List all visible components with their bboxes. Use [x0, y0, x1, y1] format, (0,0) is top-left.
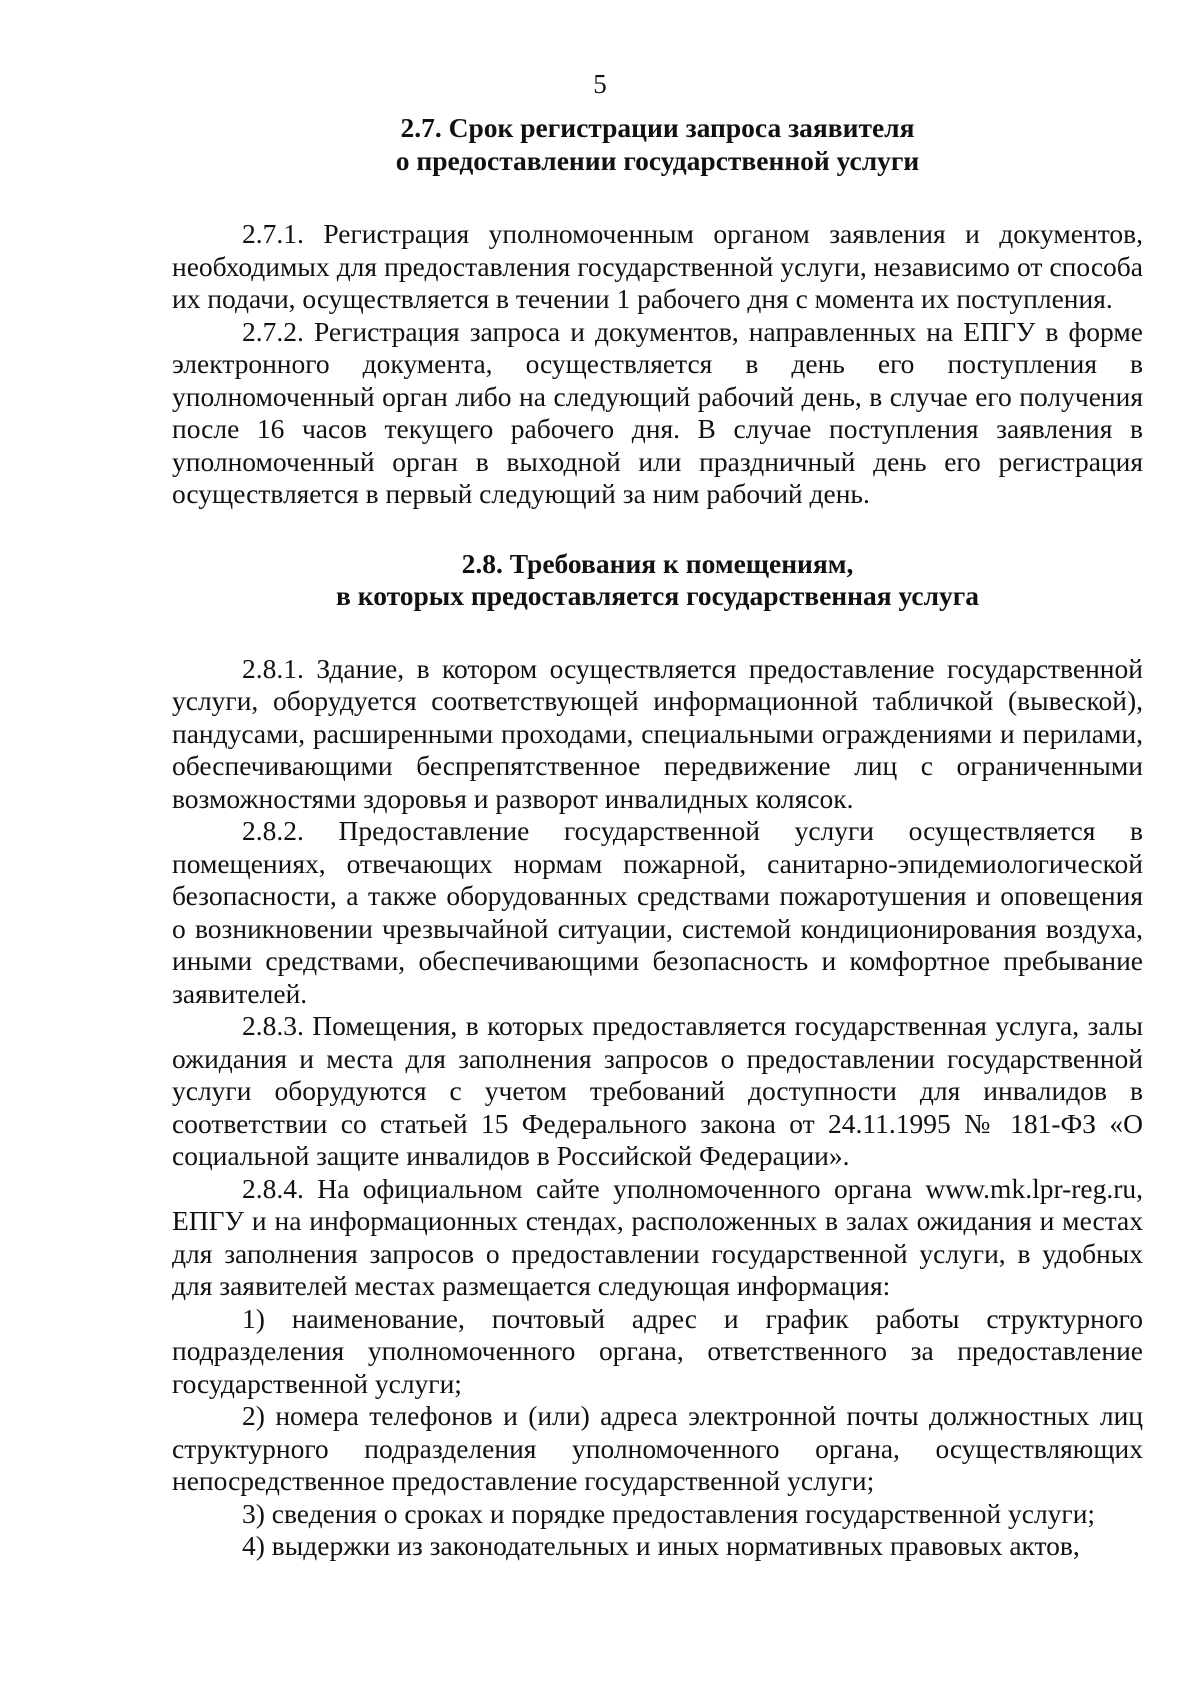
- section-2-8-title-line1: 2.8. Требования к помещениям,: [461, 547, 854, 579]
- section-2-8-title-line2: в которых предоставляется государственная услуга: [336, 580, 979, 611]
- section-2-7-title-line2: о предоставлении государственной услуги: [395, 144, 920, 176]
- paragraph-2-7-2: 2.7.2. Регистрация запроса и документов, направленных на ЕПГУ в форме электронного документа, осуществляется в день его поступления в уполномоченный орган либо на следующий рабочий день, в случае его получения после 16 часов текущего рабочего дня. В случае поступления заявления в уполномоченный орган в выходной или праздничный день его регистрация осуществляется в первый следующий за ним рабочий день.: [172, 315, 1143, 509]
- document-body: [172, 112, 1143, 1563]
- list-item-4: 4) выдержки из законодательных и иных нормативных правовых актов,: [242, 1530, 1080, 1561]
- section-2-7-title-line1: 2.7. Срок регистрации запроса заявителя: [400, 112, 915, 143]
- paragraph-2-8-1: 2.8.1. Здание, в котором осуществляется предоставление государственной услуги, оборудуется соответствующей информационной табличкой (вывеской), пандусами, расширенными проходами, специальными ограждениями и перилами, обеспечивающими беспрепятственное передвижение лиц с ограниченными возможностями здоровья и разворот инвалидных колясок.: [172, 652, 1143, 814]
- section-2-7-heading: [172, 112, 1143, 177]
- list-item-3: 3) сведения о сроках и порядке предоставления государственной услуги;: [242, 1497, 1096, 1529]
- paragraph-2-8-3: 2.8.3. Помещения, в которых предоставляется государственная услуга, залы ожидания и места для заполнения запросов о предоставлении государственной услуги оборудуются с учетом требований доступности для инвалидов в соответствии со статьей 15 Федерального закона от 24.11.1995 № 181-ФЗ «О социальной защите инвалидов в Российской Федерации».: [172, 1010, 1143, 1171]
- paragraph-2-8-2: 2.8.2. Предоставление государственной услуги осуществляется в помещениях, отвечающих нормам пожарной, санитарно-эпидемиологической безопасности, а также оборудованных средствами пожаротушения и оповещения о возникновении чрезвычайной ситуации, системой кондиционирования воздуха, иными средствами, обеспечивающими безопасность и комфортное пребывание заявителей.: [172, 815, 1143, 1009]
- paragraph-2-8-4: 2.8.4. На официальном сайте уполномоченного органа www.mk.lpr-reg.ru, ЕПГУ и на информационных стендах, расположенных в залах ожидания и местах для заполнения запросов о предоставлении государственной услуги, в удобных для заявителей местах размещается следующая информация:: [172, 1172, 1143, 1301]
- section-2-8-heading: [172, 548, 1143, 613]
- paragraph-2-7-1: 2.7.1. Регистрация уполномоченным органом заявления и документов, необходимых для предоставления государственной услуги, независимо от способа их подачи, осуществляется в течении 1 рабочего дня с момента их поступления.: [172, 218, 1143, 314]
- list-item-2: 2) номера телефонов и (или) адреса электронной почты должностных лиц структурного подразделения уполномоченного органа, осуществляющих непосредственное предоставление государственной услуги;: [172, 1400, 1143, 1496]
- page-number: 5: [593, 69, 607, 99]
- list-item-1: 1) наименование, почтовый адрес и график работы структурного подразделения уполномоченного органа, ответственного за предоставление государственной услуги;: [172, 1302, 1143, 1399]
